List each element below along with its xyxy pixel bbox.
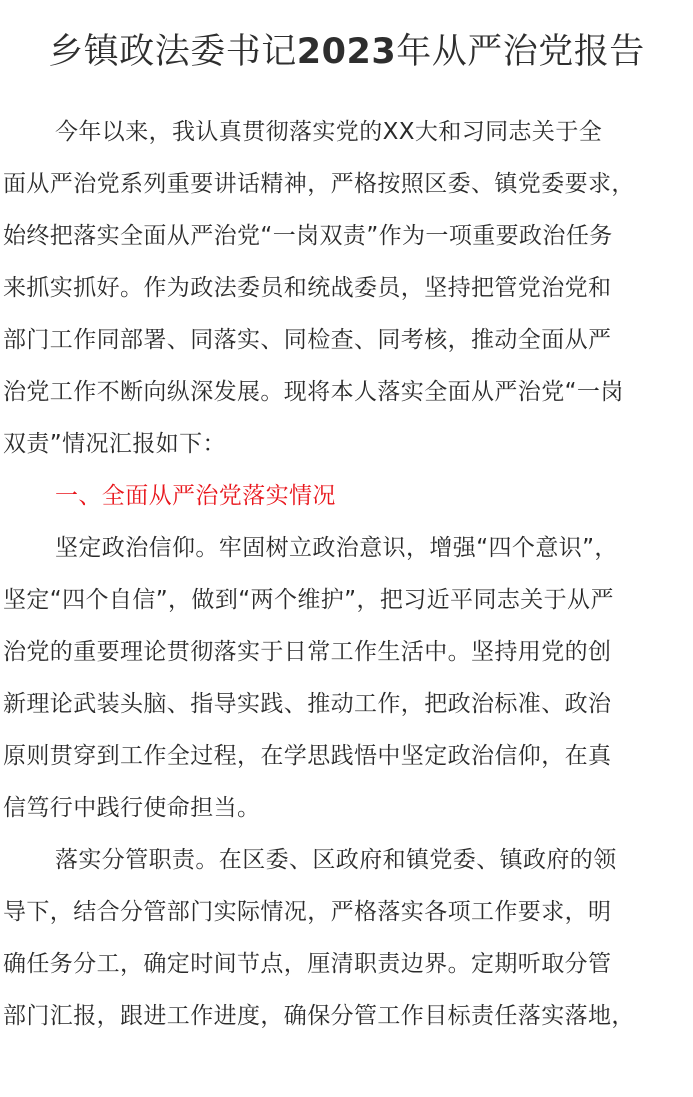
paragraph-3-line: 确任务分工，确定时间节点，厘清职责边界。定期听取分管 bbox=[3, 951, 612, 977]
document-body bbox=[3, 106, 693, 1042]
paragraph-2-line: 治党的重要理论贯彻落实于日常工作生活中。坚持用党的创 bbox=[3, 639, 612, 665]
paragraph-1-line: 今年以来，我认真贯彻落实党的XX大和习同志关于全 bbox=[55, 119, 603, 145]
title-suffix: 年从严治党报告 bbox=[396, 32, 645, 72]
paragraph-1-line: 来抓实抓好。作为政法委员和统战委员，坚持把管党治党和 bbox=[3, 275, 612, 301]
paragraph-3-line: 导下，结合分管部门实际情况，严格落实各项工作要求，明 bbox=[3, 899, 612, 925]
paragraph-2-line: 坚定政治信仰。牢固树立政治意识，增强“四个意识”， bbox=[55, 535, 618, 561]
paragraph-3-line: 落实分管职责。在区委、区政府和镇党委、镇政府的领 bbox=[55, 847, 617, 873]
paragraph-1-line: 治党工作不断向纵深发展。现将本人落实全面从严治党“一岗 bbox=[3, 379, 624, 405]
paragraph-2-line: 原则贯穿到工作全过程，在学思践悟中坚定政治信仰，在真 bbox=[3, 743, 612, 769]
paragraph-2-line: 坚定“四个自信”，做到“两个维护”，把习近平同志关于从严 bbox=[3, 587, 614, 613]
document-title bbox=[0, 22, 693, 82]
section-heading: 一、全面从严治党落实情况 bbox=[55, 483, 336, 509]
paragraph-1-line: 面从严治党系列重要讲话精神，严格按照区委、镇党委要求， bbox=[3, 171, 635, 197]
paragraph-1-line: 始终把落实全面从严治党“一岗双责”作为一项重要政治任务 bbox=[3, 223, 613, 249]
paragraph-3-line: 部门汇报，跟进工作进度，确保分管工作目标责任落实落地， bbox=[3, 1003, 635, 1029]
paragraph-1-line: 部门工作同部署、同落实、同检查、同考核，推动全面从严 bbox=[3, 327, 612, 353]
title-year: 2023 bbox=[296, 32, 397, 72]
paragraph-2-line: 信笃行中践行使命担当。 bbox=[3, 795, 261, 821]
paragraph-2-line: 新理论武装头脑、指导实践、推动工作，把政治标准、政治 bbox=[3, 691, 612, 717]
title-prefix: 乡镇政法委书记 bbox=[48, 32, 297, 72]
paragraph-1-line: 双责”情况汇报如下： bbox=[3, 431, 226, 457]
